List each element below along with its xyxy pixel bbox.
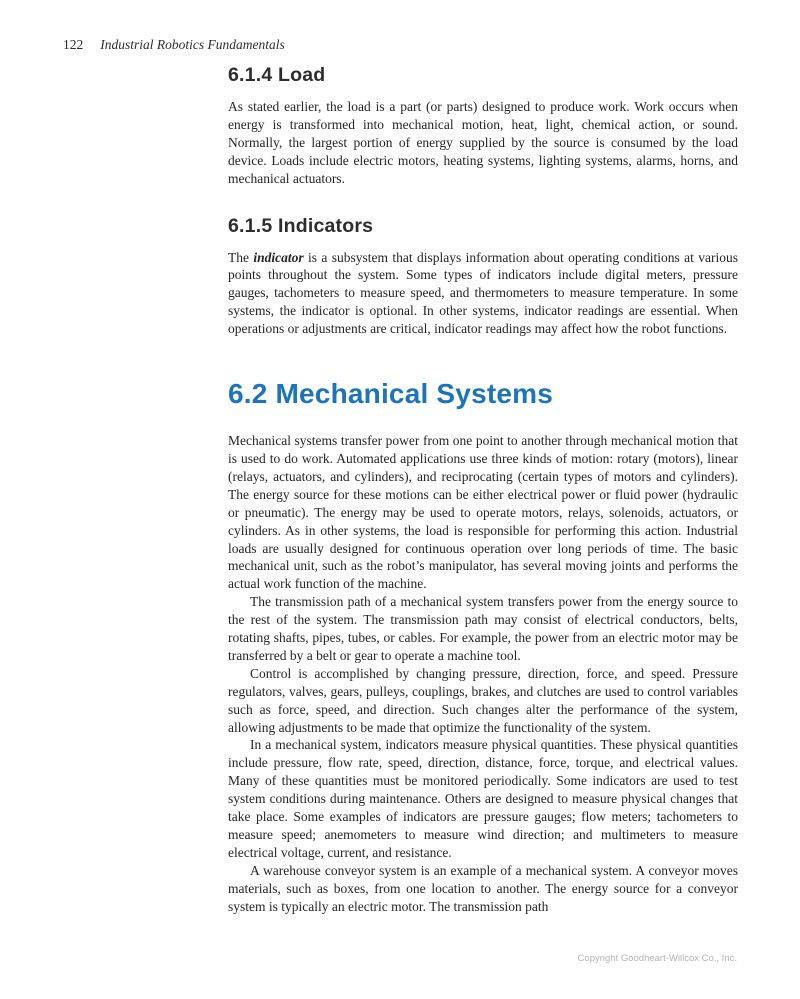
page-number: 122 — [63, 37, 84, 52]
paragraph-indicators-prefix: The — [228, 249, 254, 265]
section-heading-6-2-mechanical-systems: 6.2 Mechanical Systems — [228, 378, 554, 410]
text-column — [228, 64, 738, 916]
page-header — [63, 37, 285, 53]
term-indicator: indicator — [253, 249, 304, 265]
running-title: Industrial Robotics Fundamentals — [100, 37, 285, 52]
paragraph-mechanical-2: The transmission path of a mechanical system transfers power from the energy source to the rest of the system. The transmission path may consist of electrical conductors, belts, rotating shafts, pipes, tubes, or cables. For example, the power from an electric motor may be transferred by a belt or gear to operate a machine tool. — [228, 594, 738, 663]
section-heading-6-1-4-load: 6.1.4 Load — [228, 64, 326, 86]
paragraph-load: As stated earlier, the load is a part (or parts) designed to produce work. Work occurs when energy is transformed into mechanical motion, heat, light, chemical action, or sound. Normally, the largest portion of energy supplied by the source is consumed by the load device. Loads include electric motors, heating systems, lighting systems, alarms, horns, and mechanical actuators. — [228, 99, 738, 186]
paragraph-mechanical-3: Control is accomplished by changing pressure, direction, force, and speed. Pressure regulators, valves, gears, pulleys, couplings, brakes, and clutches are used to control variables such as force, speed, and direction. Such changes alter the performance of the system, allowing adjustments to be made that optimize the functionality of the system. — [228, 665, 738, 735]
paragraph-mechanical-4: In a mechanical system, indicators measure physical quantities. These physical quantities include pressure, flow rate, speed, direction, distance, force, torque, and electrical values. Many of these quantities must be monitored periodically. Some indicators are used to test system conditions during maintenance. Others are designed to measure physical changes that take place. Some examples of indicators are pressure gauges; flow meters; tachometers to measure speed; anemometers to measure wind direction; and multimeters to measure electrical voltage, current, and resistance. — [228, 737, 738, 860]
paragraph-indicators — [228, 249, 738, 339]
copyright-notice: Copyright Goodheart-Willcox Co., Inc. — [577, 953, 737, 964]
paragraph-mechanical-5: A warehouse conveyor system is an example of a mechanical system. A conveyor moves materials, such as boxes, from one location to another. The energy source for a conveyor system is typically an electric motor. The transmission path — [228, 862, 738, 914]
paragraph-indicators-rest: is a subsystem that displays information about operating conditions at various points throughout the system. Some types of indicators include digital meters, pressure gauges, tachometers to measure speed, and thermometers to measure temperature. In some systems, the indicator is optional. In other systems, indicator readings are essential. When operations or adjustments are critical, indicator readings may affect how the robot functions. — [228, 249, 738, 337]
section-heading-6-1-5-indicators: 6.1.5 Indicators — [228, 214, 374, 237]
paragraph-mechanical-1: Mechanical systems transfer power from one point to another through mechanical motion that is used to do work. Automated applications use three kinds of motion: rotary (motors), linear (relays, actuators, and cylinders), and reciprocating (certain types of motors and cylinders). The energy source for these motions can be either electrical power or fluid power (hydraulic or pneumatic). The energy may be used to operate motors, relays, solenoids, actuators, or cylinders. As in other systems, the load is responsible for performing this action. Industrial loads are usually designed for continuous operation over long periods of time. The basic mechanical unit, such as the robot’s manipulator, has several moving joints and performs the actual work function of the machine. — [228, 433, 738, 592]
